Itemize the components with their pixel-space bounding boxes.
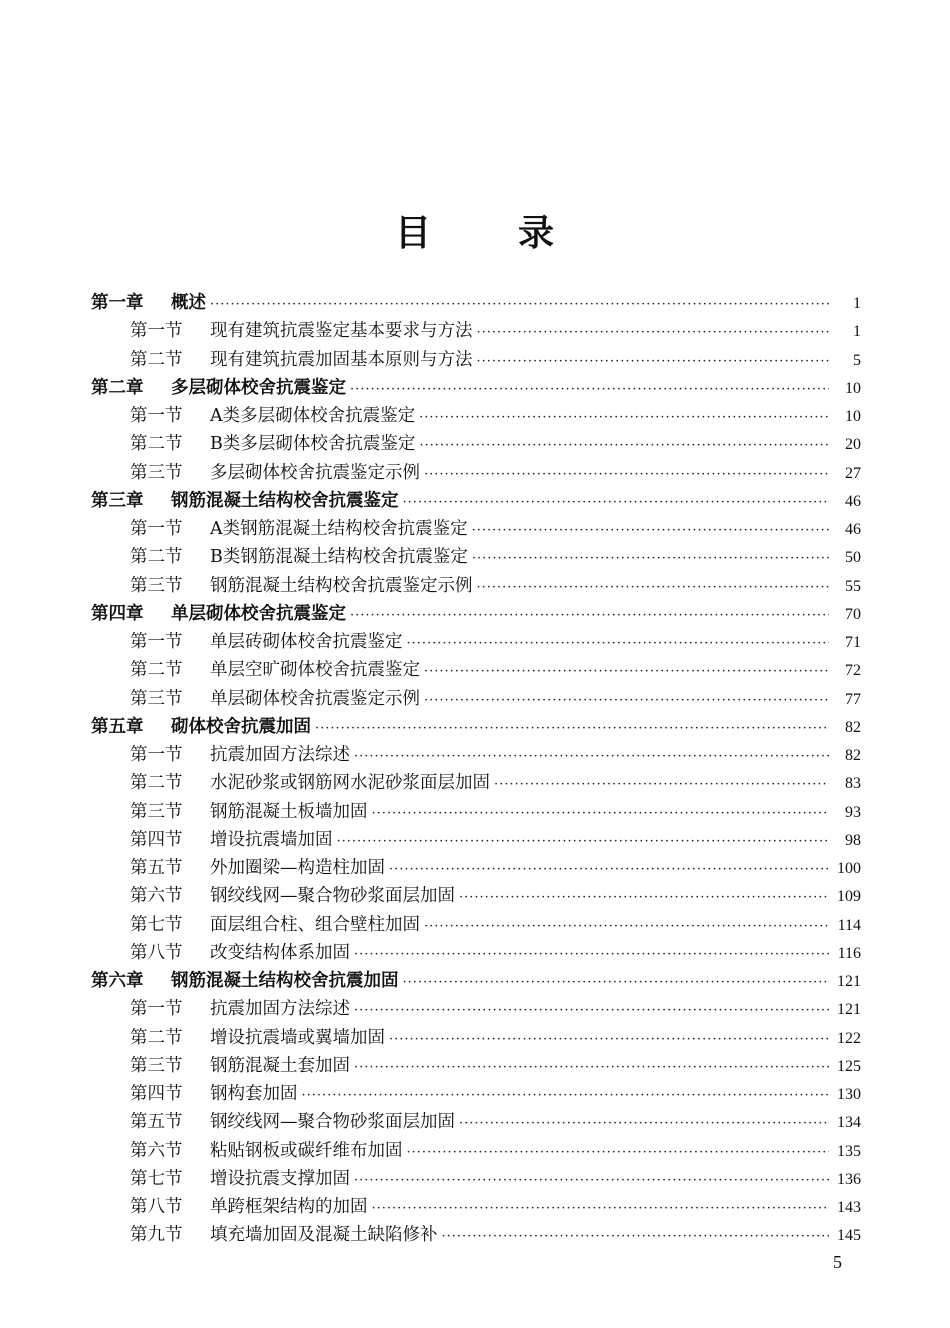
toc-entry-title: 钢构套加固 [210,1084,298,1104]
toc-leader-dots [315,715,829,743]
toc-leader-dots [419,404,829,432]
page-title-char-1: 目 [394,213,432,254]
toc-leader-dots [302,1082,830,1110]
toc-section-row[interactable] [91,656,861,684]
toc-leader-dots [459,884,829,912]
toc-section-row[interactable] [91,798,861,826]
toc-section-row[interactable] [91,1221,861,1249]
toc-entry-label: 第二节 [130,660,183,681]
toc-entry-page: 145 [837,1227,861,1245]
toc-entry-label: 第一节 [130,632,183,652]
toc-entry-page: 71 [845,634,861,651]
toc-leader-dots [442,1223,830,1251]
toc-section-row[interactable] [91,741,861,769]
toc-section-row[interactable] [91,911,861,939]
toc-leader-dots [403,969,830,997]
page-number: 5 [833,1252,842,1272]
toc-entry-label: 第七节 [130,1168,183,1189]
toc-entry-page: 27 [845,464,861,482]
toc-leader-dots [419,432,829,460]
toc-entry-label: 第三节 [130,1055,183,1076]
toc-leader-dots [354,1167,829,1195]
toc-entry-title: 面层组合柱、组合壁柱加固 [210,914,420,935]
toc-entry-label: 第二节 [130,434,183,455]
toc-entry-page: 130 [837,1086,861,1103]
toc-leader-dots [389,856,829,884]
toc-chapter-row[interactable] [91,487,861,515]
toc-entry-label: 第二节 [130,547,183,568]
toc-entry-label: 第一节 [130,519,183,539]
toc-entry-title: 单层砖砌体校舍抗震鉴定 [210,632,403,652]
toc-entry-title: 钢绞线网—聚合物砂浆面层加固 [210,886,455,907]
toc-entry-title: 改变结构体系加固 [210,942,350,963]
toc-leader-dots [354,997,829,1025]
toc-entry-title: 钢筋混凝土结构校舍抗震加固 [171,971,399,991]
toc-entry-page: 10 [845,408,861,425]
toc-entry-page: 136 [837,1170,861,1188]
toc-section-row[interactable] [91,402,861,430]
toc-section-row[interactable] [91,1080,861,1108]
toc-entry-page: 46 [845,521,861,538]
toc-leader-dots [472,545,829,573]
toc-entry-title: 单层砌体校舍抗震鉴定 [171,603,346,624]
toc-entry-label: 第二节 [130,1027,183,1048]
toc-section-row[interactable] [91,769,861,797]
toc-entry-title: 多层砌体校舍抗震鉴定 [171,377,346,398]
toc-chapter-row[interactable] [91,374,861,402]
toc-section-row[interactable] [91,1052,861,1080]
toc-entry-page: 82 [845,747,861,764]
toc-leader-dots [424,461,829,489]
toc-leader-dots [372,1195,830,1223]
toc-entry-page: 77 [845,690,861,708]
toc-entry-label: 第五节 [130,1112,183,1133]
toc-entry-label: 第一节 [130,406,183,426]
toc-leader-dots [403,489,830,517]
toc-entry-title: B类多层砌体校舍抗震鉴定 [210,434,416,455]
toc-entry-page: 143 [837,1199,861,1216]
toc-entry-page: 98 [845,831,861,849]
toc-leader-dots [407,1139,830,1167]
toc-entry-title: 增设抗震支撑加固 [210,1168,350,1189]
toc-entry-title: 填充墙加固及混凝土缺陷修补 [210,1225,438,1246]
toc-leader-dots [354,941,829,969]
toc-entry-title: 抗震加固方法综述 [210,999,350,1020]
toc-entry-title: A类钢筋混凝土结构校舍抗震鉴定 [210,519,468,539]
toc-section-row[interactable] [91,995,861,1023]
toc-entry-label: 第七节 [130,914,183,935]
toc-leader-dots [337,828,830,856]
toc-leader-dots [477,574,830,602]
toc-entry-page: 55 [845,577,861,595]
toc-entry-page: 10 [845,379,861,397]
toc-entry-label: 第八节 [130,1197,183,1217]
toc-section-row[interactable] [91,346,861,374]
toc-entry-label: 第五章 [91,716,144,737]
toc-entry-title: 钢绞线网—聚合物砂浆面层加固 [210,1112,455,1133]
toc-leader-dots [477,348,830,376]
toc-entry-title: 钢筋混凝土套加固 [210,1055,350,1076]
toc-leader-dots [210,291,829,319]
toc-entry-title: 砌体校舍抗震加固 [171,716,311,737]
toc-section-row[interactable] [91,628,861,656]
toc-section-row[interactable] [91,826,861,854]
page-title [0,205,950,256]
toc-section-row[interactable] [91,854,861,882]
toc-entry-page: 93 [845,803,861,821]
toc-entry-label: 第四节 [130,829,183,850]
toc-entry-title: 粘贴钢板或碳纤维布加固 [210,1140,403,1161]
toc-entry-title: 抗震加固方法综述 [210,745,350,765]
toc-entry-page: 70 [845,605,861,623]
toc-entry-page: 135 [837,1142,861,1160]
toc-section-row[interactable] [91,1108,861,1136]
toc-entry-title: 单层空旷砌体校舍抗震鉴定 [210,660,420,681]
toc-section-row[interactable] [91,572,861,600]
toc-leader-dots [354,1054,829,1082]
toc-leader-dots [424,687,829,715]
toc-entry-page: 50 [845,549,861,567]
page-title-char-2: 录 [518,213,556,254]
toc-section-row[interactable] [91,317,861,345]
toc-entry-label: 第五节 [130,858,183,878]
toc-entry-label: 第六节 [130,886,183,907]
toc-entry-page: 121 [837,973,861,990]
toc-leader-dots [472,517,829,545]
toc-entry-label: 第三章 [91,490,144,511]
toc-entry-page: 122 [837,1029,861,1047]
toc-entry-page: 82 [845,718,861,736]
toc-section-row[interactable] [91,1193,861,1221]
toc-section-row[interactable] [91,1165,861,1193]
toc-chapter-row[interactable] [91,289,861,317]
toc-entry-label: 第九节 [130,1225,183,1246]
toc-entry-title: 现有建筑抗震鉴定基本要求与方法 [210,321,473,342]
toc-leader-dots [354,743,829,771]
toc-entry-label: 第三节 [130,801,183,822]
toc-entry-page: 100 [837,860,861,877]
toc-entry-page: 5 [853,351,861,369]
toc-entry-title: 单跨框架结构的加固 [210,1197,368,1217]
toc-entry-title: 多层砌体校舍抗震鉴定示例 [210,462,420,483]
toc-entry-page: 134 [837,1114,861,1132]
toc-leader-dots [389,1026,829,1054]
toc-entry-title: A类多层砌体校舍抗震鉴定 [210,406,416,426]
toc-entry-label: 第一节 [130,999,183,1020]
toc-entry-label: 第一节 [130,321,183,342]
toc-entry-label: 第三节 [130,575,183,596]
toc-leader-dots [494,771,829,799]
toc-entry-label: 第八节 [130,942,183,963]
toc-entry-title: 现有建筑抗震加固基本原则与方法 [210,349,473,370]
toc-entry-title: 单层砌体校舍抗震鉴定示例 [210,688,420,709]
toc-entry-label: 第四节 [130,1084,183,1104]
toc-entry-title: 外加圈梁—构造柱加固 [210,858,385,878]
toc-section-row[interactable] [91,430,861,458]
toc-entry-page: 1 [853,323,861,341]
toc-entry-title: B类钢筋混凝土结构校舍抗震鉴定 [210,547,468,568]
toc-section-row[interactable] [91,685,861,713]
toc-section-row[interactable] [91,882,861,910]
toc-entry-label: 第一章 [91,293,144,313]
toc-entry-page: 121 [837,1001,861,1019]
toc-entry-label: 第二节 [130,773,183,794]
toc-chapter-row[interactable] [91,600,861,628]
toc-entry-page: 83 [845,775,861,793]
toc-entry-title: 钢筋混凝土板墙加固 [210,801,368,822]
toc-entry-title: 钢筋混凝土结构校舍抗震鉴定 [171,490,399,511]
toc-leader-dots [424,913,829,941]
toc-entry-page: 72 [845,662,861,680]
toc-entry-title: 增设抗震墙加固 [210,829,333,850]
toc-entry-label: 第四章 [91,603,144,624]
toc-entry-title: 增设抗震墙或翼墙加固 [210,1027,385,1048]
toc-entry-page: 20 [845,436,861,454]
table-of-contents [91,289,861,1250]
toc-entry-page: 116 [837,944,861,962]
toc-section-row[interactable] [91,459,861,487]
toc-entry-label: 第六节 [130,1140,183,1161]
toc-entry-label: 第六章 [91,971,144,991]
toc-leader-dots [407,630,830,658]
toc-leader-dots [350,602,829,630]
toc-section-row[interactable] [91,939,861,967]
toc-leader-dots [477,319,830,347]
toc-entry-page: 46 [845,492,861,510]
toc-section-row[interactable] [91,543,861,571]
toc-entry-label: 第三节 [130,688,183,709]
toc-leader-dots [424,658,829,686]
toc-entry-label: 第二章 [91,377,144,398]
toc-leader-dots [459,1110,829,1138]
toc-entry-title: 概述 [171,293,206,313]
toc-entry-title: 水泥砂浆或钢筋网水泥砂浆面层加固 [210,773,490,794]
toc-section-row[interactable] [91,515,861,543]
toc-section-row[interactable] [91,1137,861,1165]
toc-entry-page: 114 [837,916,861,934]
toc-section-row[interactable] [91,1024,861,1052]
toc-leader-dots [350,376,829,404]
toc-chapter-row[interactable] [91,967,861,995]
toc-entry-label: 第一节 [130,745,183,765]
toc-entry-page: 1 [853,295,861,312]
toc-entry-page: 125 [837,1057,861,1075]
toc-chapter-row[interactable] [91,713,861,741]
toc-leader-dots [372,800,830,828]
toc-entry-label: 第三节 [130,462,183,483]
toc-entry-label: 第二节 [130,349,183,370]
toc-entry-page: 109 [837,888,861,906]
toc-entry-title: 钢筋混凝土结构校舍抗震鉴定示例 [210,575,473,596]
